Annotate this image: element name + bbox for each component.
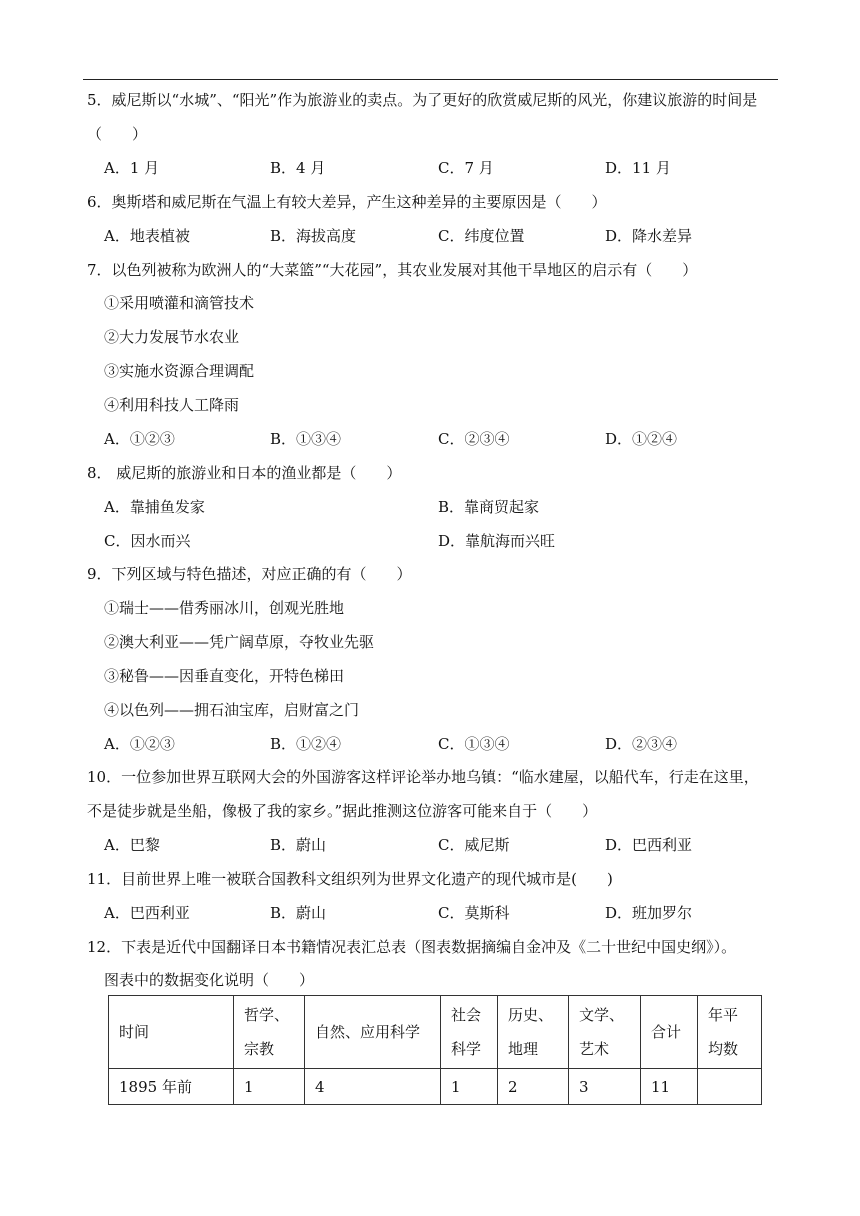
table-cell: 2	[498, 1069, 569, 1105]
header-cell-time: 时间	[109, 996, 234, 1069]
q8-option-d[interactable]: D．靠航海而兴旺	[438, 532, 556, 550]
q8-option-c[interactable]: C．因水而兴	[104, 532, 191, 550]
q6-option-a[interactable]: A．地表植被	[104, 227, 190, 245]
q8-option-b[interactable]: B．靠商贸起家	[438, 498, 540, 516]
table-header-row	[109, 996, 762, 1069]
q5-option-a[interactable]: A．1 月	[104, 159, 160, 177]
q11-option-c[interactable]: C．莫斯科	[438, 904, 510, 922]
q7-item-3: ③实施水资源合理调配	[104, 362, 255, 380]
q5-stem: 5．威尼斯以“水城”、“阳光”作为旅游业的卖点。为了更好的欣赏威尼斯的风光，你建议旅游的时间是	[87, 91, 758, 109]
q7-option-b[interactable]: B．①③④	[270, 430, 342, 448]
q5-option-c[interactable]: C．7 月	[438, 159, 494, 177]
q9-item-1: ①瑞士——借秀丽冰川，创观光胜地	[104, 599, 345, 617]
q7-stem: 7．以色列被称为欧洲人的“大菜篮”“大花园”，其农业发展对其他干旱地区的启示有（ ）	[87, 261, 698, 279]
q10-option-b[interactable]: B．蔚山	[270, 836, 327, 854]
header-cell-science: 自然、应用科学	[305, 996, 441, 1069]
top-rule	[83, 79, 778, 80]
q7-item-2: ②大力发展节水农业	[104, 328, 240, 346]
q5-option-b[interactable]: B．4 月	[270, 159, 326, 177]
q9-option-d[interactable]: D．②③④	[605, 735, 678, 753]
q8-stem: 8． 威尼斯的旅游业和日本的渔业都是（ ）	[87, 464, 402, 482]
table-cell: 1895 年前	[109, 1069, 234, 1105]
q11-stem: 11．目前世界上唯一被联合国教科文组织列为世界文化遗产的现代城市是( )	[87, 870, 613, 888]
table-cell	[698, 1069, 762, 1105]
header-cell-philosophy: 哲学、 宗教	[234, 996, 305, 1069]
header-cell-average: 年平 均数	[698, 996, 762, 1069]
q6-stem: 6．奥斯塔和威尼斯在气温上有较大差异，产生这种差异的主要原因是（ ）	[87, 193, 607, 211]
q10-option-a[interactable]: A．巴黎	[104, 836, 160, 854]
table-row	[109, 1069, 762, 1105]
q10-stem-line1: 10．一位参加世界互联网大会的外国游客这样评论举办地乌镇：“临水建屋，以船代车，行走在这里，	[87, 768, 759, 786]
q7-item-1: ①采用喷灌和滴管技术	[104, 294, 255, 312]
q7-option-d[interactable]: D．①②④	[605, 430, 678, 448]
q6-option-d[interactable]: D．降水差异	[605, 227, 693, 245]
q11-option-a[interactable]: A．巴西利亚	[104, 904, 190, 922]
header-cell-literature: 文学、 艺术	[569, 996, 641, 1069]
q10-stem-line2: 不是徒步就是坐船，像极了我的家乡。”据此推测这位游客可能来自于（ ）	[87, 802, 598, 820]
q5-stem-paren: （ ）	[87, 125, 148, 143]
translation-stats-table	[108, 995, 762, 1105]
header-cell-total: 合计	[641, 996, 698, 1069]
q9-stem: 9．下列区域与特色描述，对应正确的有（ ）	[87, 565, 412, 583]
q8-option-a[interactable]: A．靠捕鱼发家	[104, 498, 205, 516]
q7-item-4: ④利用科技人工降雨	[104, 396, 240, 414]
q12-stem-line2: 图表中的数据变化说明（ ）	[104, 971, 315, 989]
q6-option-b[interactable]: B．海拔高度	[270, 227, 357, 245]
q7-option-c[interactable]: C．②③④	[438, 430, 510, 448]
q9-item-4: ④以色列——拥石油宝库，启财富之门	[104, 701, 360, 719]
q9-option-a[interactable]: A．①②③	[104, 735, 175, 753]
q6-option-c[interactable]: C．纬度位置	[438, 227, 525, 245]
q9-item-2: ②澳大利亚——凭广阔草原，夺牧业先驱	[104, 633, 375, 651]
q11-option-b[interactable]: B．蔚山	[270, 904, 327, 922]
q7-option-a[interactable]: A．①②③	[104, 430, 175, 448]
table-cell: 1	[234, 1069, 305, 1105]
q9-option-b[interactable]: B．①②④	[270, 735, 342, 753]
table-cell: 4	[305, 1069, 441, 1105]
table-cell: 1	[441, 1069, 498, 1105]
table-cell: 11	[641, 1069, 698, 1105]
q5-option-d[interactable]: D．11 月	[605, 159, 671, 177]
header-cell-social: 社会 科学	[441, 996, 498, 1069]
q9-option-c[interactable]: C．①③④	[438, 735, 510, 753]
q12-stem-line1: 12．下表是近代中国翻译日本书籍情况表汇总表（图表数据摘编自金冲及《二十世纪中国史纲》）。	[87, 938, 737, 956]
q11-option-d[interactable]: D．班加罗尔	[605, 904, 693, 922]
q10-option-c[interactable]: C．威尼斯	[438, 836, 510, 854]
table-cell: 3	[569, 1069, 641, 1105]
header-cell-history: 历史、 地理	[498, 996, 569, 1069]
q9-item-3: ③秘鲁——因垂直变化，开特色梯田	[104, 667, 345, 685]
q10-option-d[interactable]: D．巴西利亚	[605, 836, 693, 854]
